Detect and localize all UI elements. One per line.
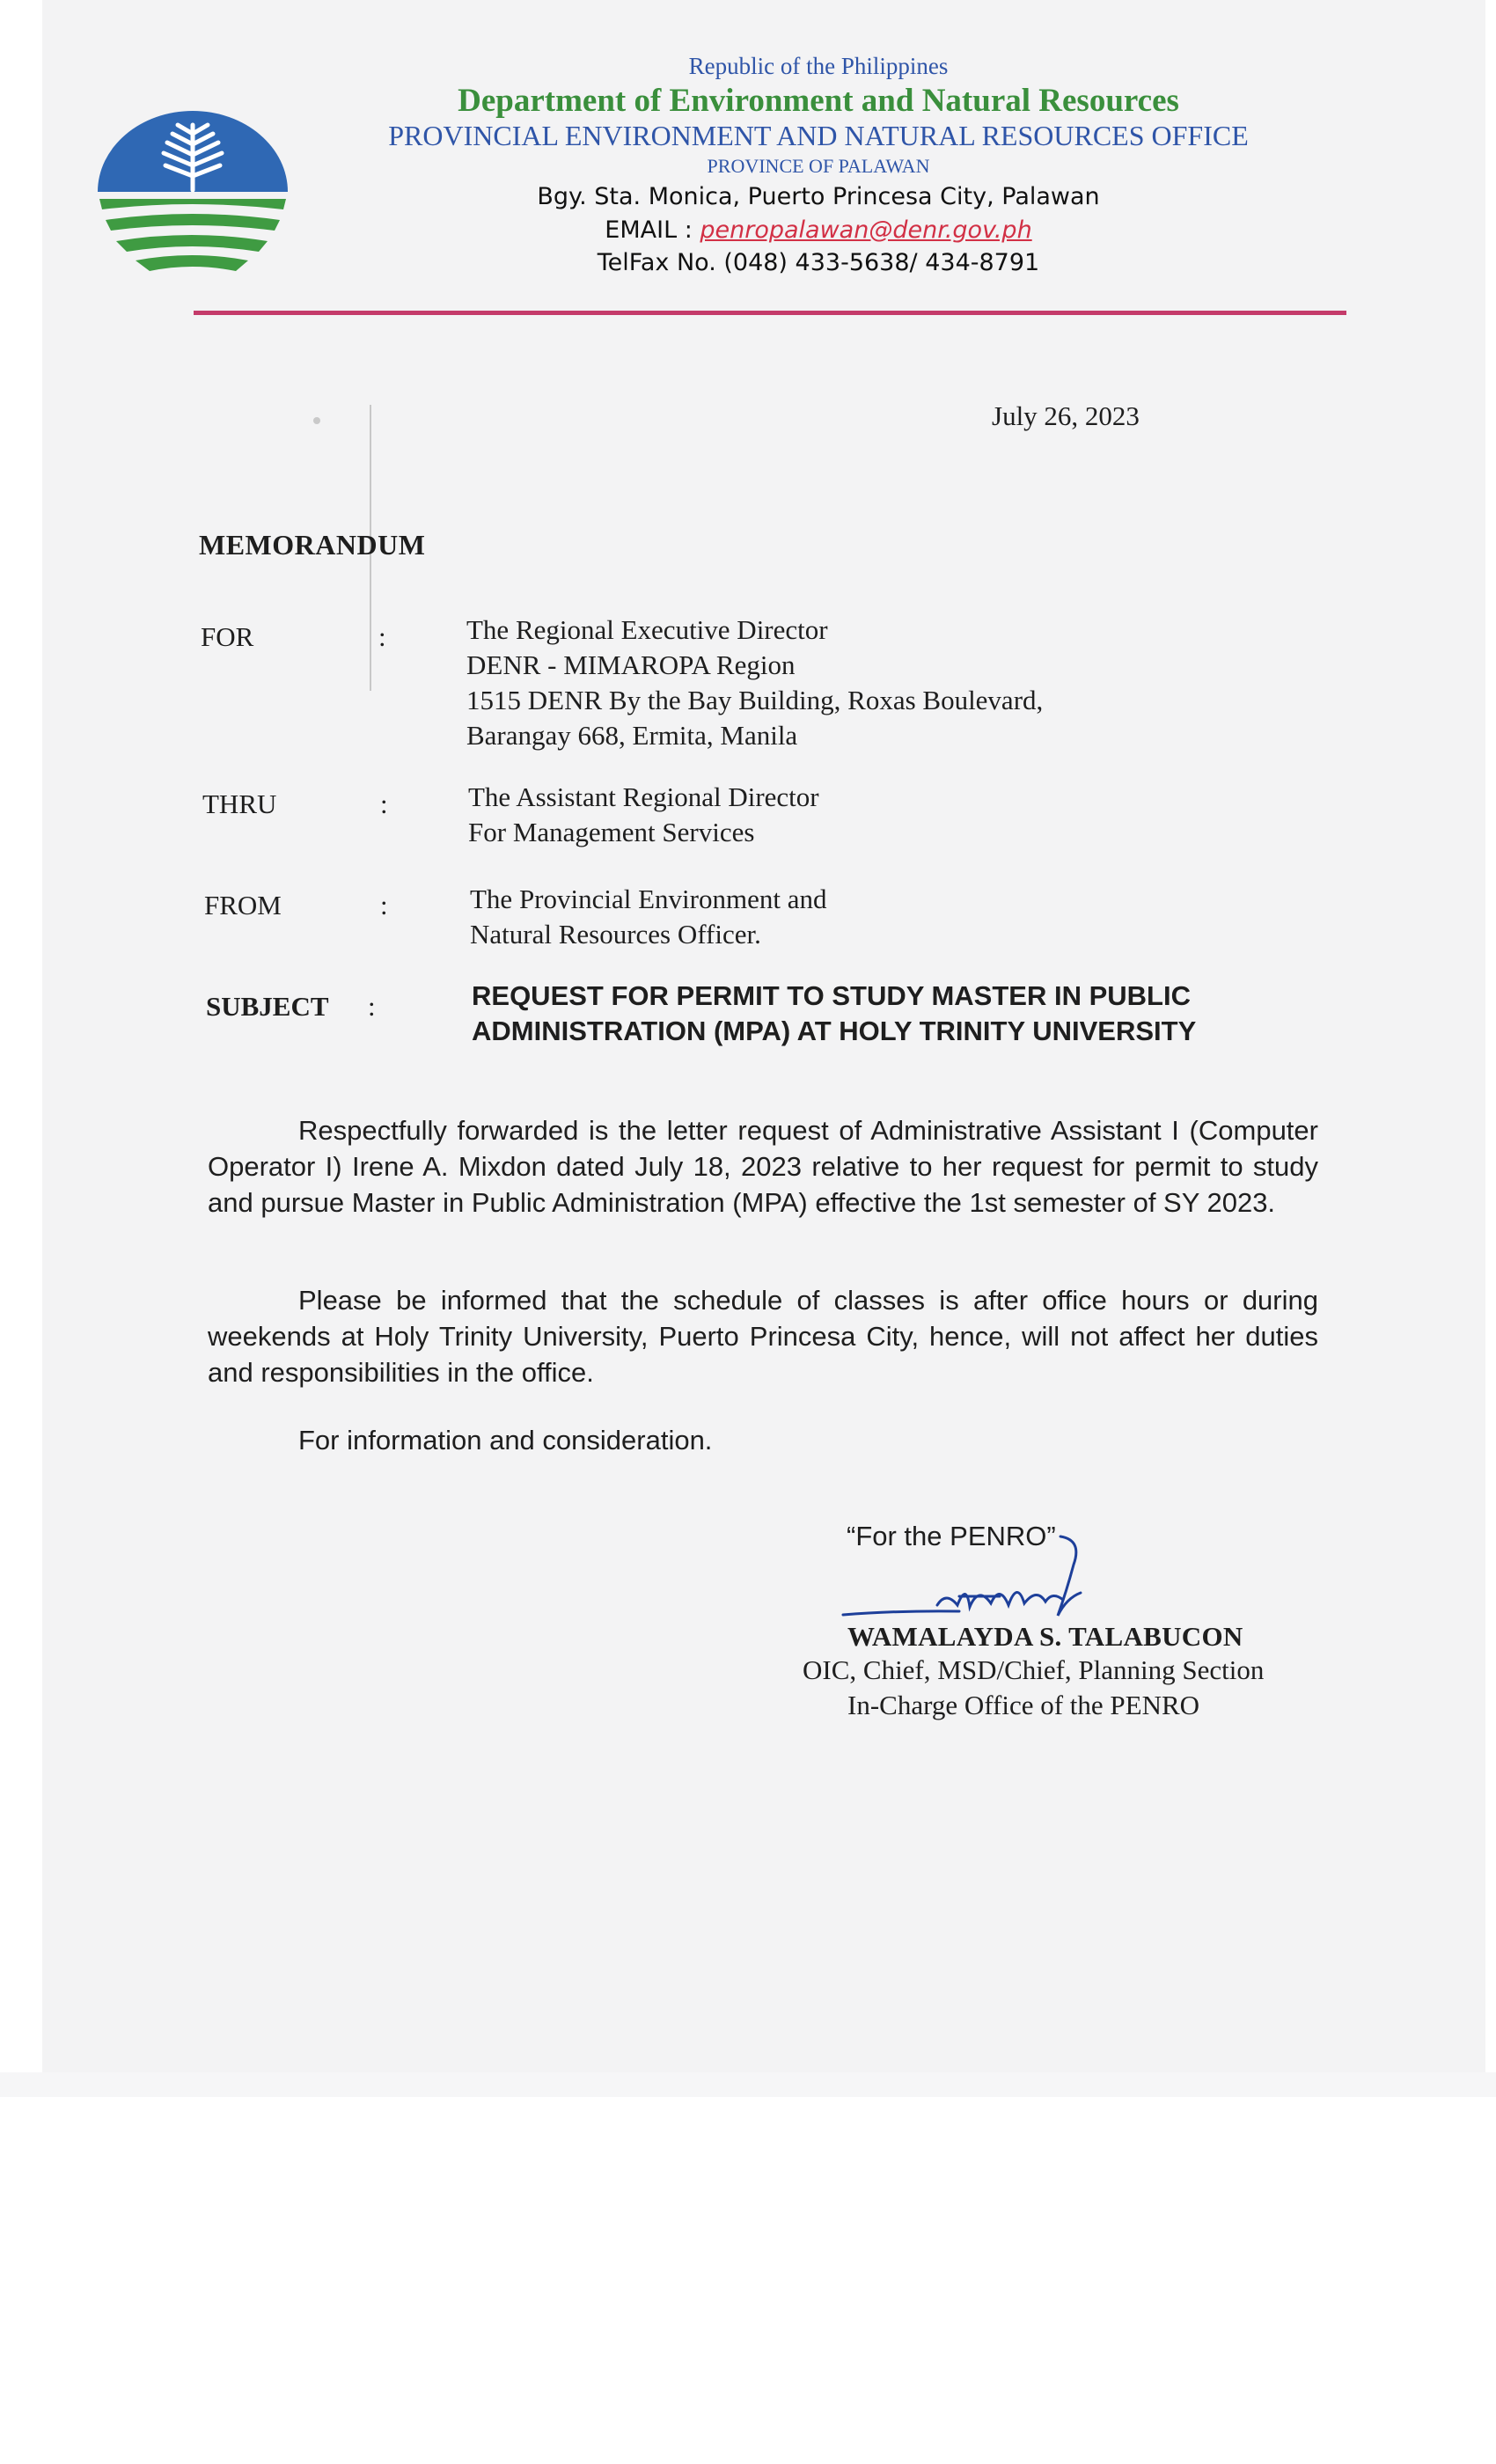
body-paragraph-1: Respectfully forwarded is the letter request of Administrative Assistant I (Computer Operator I) Irene A. Mixdon dated July 18, 2023 relative to her request for permit to study and pursue Master in Public Administration (MPA) effective the 1st semester of SY 2023. <box>208 1115 1318 1218</box>
subject-text <box>472 979 1352 1049</box>
signatory-title-2: In-Charge Office of the PENRO <box>847 1690 1200 1720</box>
body-paragraph-3: For information and consideration. <box>298 1425 713 1456</box>
subject-label: SUBJECT <box>206 991 329 1022</box>
memo-date: July 26, 2023 <box>992 400 1140 431</box>
denr-logo-icon <box>95 107 290 280</box>
header-republic: Republic of the Philippines <box>688 53 949 79</box>
for-label: FOR <box>201 621 254 652</box>
header-telfax: TelFax No. (048) 433-5638/ 434-8791 <box>597 249 1040 276</box>
from-colon: : <box>380 890 388 920</box>
for-colon: : <box>378 621 386 652</box>
subject-line: REQUEST FOR PERMIT TO STUDY MASTER IN PUBLIC <box>472 980 1191 1011</box>
subject-line: ADMINISTRATION (MPA) AT HOLY TRINITY UNIVERSITY <box>472 1016 1197 1046</box>
header-province: PROVINCE OF PALAWAN <box>707 155 930 177</box>
thru-line: For Management Services <box>468 817 755 847</box>
from-line: The Provincial Environment and <box>470 884 827 914</box>
from-label: FROM <box>204 890 282 920</box>
subject-colon: : <box>368 991 376 1022</box>
page-bottom-edge <box>0 2072 1496 2097</box>
thru-colon: : <box>380 788 388 819</box>
header-office: PROVINCIAL ENVIRONMENT AND NATURAL RESOURCES OFFICE <box>388 120 1249 151</box>
header-divider <box>194 311 1346 315</box>
header-email-line <box>290 218 1346 242</box>
for-the-penro: “For the PENRO” <box>847 1521 1056 1551</box>
for-line: Barangay 668, Ermita, Manila <box>466 720 798 751</box>
from-line: Natural Resources Officer. <box>470 919 761 950</box>
body-paragraph-2: Please be informed that the schedule of classes is after office hours or during weekends at Holy Trinity University, Puerto Princesa City, hence, will not affect her duties and responsibilities in the office. <box>208 1285 1318 1388</box>
for-recipient <box>466 612 1043 753</box>
thru-label: THRU <box>202 788 277 819</box>
thru-line: The Assistant Regional Director <box>468 781 819 812</box>
email-link[interactable]: penropalawan@denr.gov.ph <box>700 216 1032 244</box>
email-label: EMAIL : <box>605 216 700 244</box>
handwritten-signature <box>836 1529 1144 1631</box>
signatory-title-1: OIC, Chief, MSD/Chief, Planning Section <box>803 1654 1265 1685</box>
from-sender <box>470 882 826 952</box>
for-line: DENR - MIMAROPA Region <box>466 649 796 680</box>
scan-speck <box>313 417 320 424</box>
header-department: Department of Environment and Natural Resources <box>458 83 1179 119</box>
for-line: 1515 DENR By the Bay Building, Roxas Boulevard, <box>466 685 1044 715</box>
header-address: Bgy. Sta. Monica, Puerto Princesa City, Palawan <box>537 183 1100 210</box>
for-line: The Regional Executive Director <box>466 614 828 645</box>
memo-title: MEMORANDUM <box>199 529 426 561</box>
thru-recipient <box>468 780 819 850</box>
signatory-name: WAMALAYDA S. TALABUCON <box>847 1621 1243 1652</box>
